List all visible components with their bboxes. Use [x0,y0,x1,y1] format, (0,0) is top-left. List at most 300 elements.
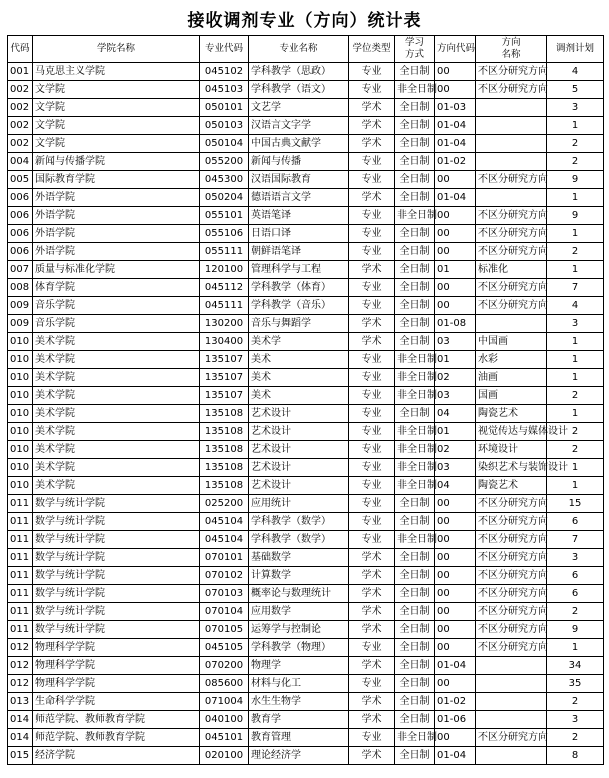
cell-col-major-name: 概率论与数理统计 [249,585,349,603]
cell-col-college: 数学与统计学院 [33,513,200,531]
cell-col-direction-name: 不区分研究方向 [476,513,547,531]
cell-col-code: 010 [8,351,33,369]
transfer-table [7,35,604,765]
cell-col-major-name: 学科教学（思政） [249,63,349,81]
cell-col-study-mode: 全日制 [395,171,435,189]
cell-col-direction-code: 00 [435,243,476,261]
cell-col-degree-type: 学术 [349,99,395,117]
cell-col-college: 经济学院 [33,747,200,765]
cell-col-college: 文学院 [33,135,200,153]
cell-col-major-name: 学科教学（体育） [249,279,349,297]
cell-col-direction-code: 00 [435,297,476,315]
cell-col-plan: 1 [547,369,604,387]
cell-col-major-name: 材料与化工 [249,675,349,693]
cell-col-code: 011 [8,531,33,549]
cell-col-study-mode: 全日制 [395,225,435,243]
table-row [8,729,604,747]
cell-col-major-code: 135108 [200,423,249,441]
cell-col-plan: 3 [547,711,604,729]
cell-col-direction-name: 不区分研究方向 [476,495,547,513]
cell-col-college: 数学与统计学院 [33,567,200,585]
table-row [8,279,604,297]
cell-col-direction-name: 不区分研究方向 [476,225,547,243]
cell-col-major-code: 055111 [200,243,249,261]
cell-col-direction-name: 不区分研究方向 [476,81,547,99]
cell-col-major-name: 物理学 [249,657,349,675]
cell-col-plan: 9 [547,207,604,225]
cell-col-degree-type: 学术 [349,315,395,333]
cell-col-degree-type: 学术 [349,747,395,765]
cell-col-major-code: 055101 [200,207,249,225]
cell-col-college: 音乐学院 [33,297,200,315]
cell-col-college: 美术学院 [33,369,200,387]
cell-col-study-mode: 非全日制 [395,459,435,477]
cell-col-plan: 4 [547,63,604,81]
table-row [8,513,604,531]
cell-col-major-code: 045105 [200,639,249,657]
cell-col-direction-code: 00 [435,81,476,99]
cell-col-degree-type: 学术 [349,549,395,567]
cell-col-major-code: 020100 [200,747,249,765]
cell-col-code: 002 [8,117,33,135]
table-row [8,297,604,315]
cell-col-direction-name: 不区分研究方向 [476,621,547,639]
cell-col-direction-code: 01-04 [435,657,476,675]
cell-col-code: 014 [8,711,33,729]
table-row [8,603,604,621]
cell-col-major-code: 135108 [200,477,249,495]
table-row [8,135,604,153]
table-row [8,405,604,423]
cell-col-degree-type: 专业 [349,279,395,297]
cell-col-college: 师范学院、教师教育学院 [33,711,200,729]
cell-col-direction-code: 00 [435,495,476,513]
cell-col-direction-code: 01-08 [435,315,476,333]
cell-col-study-mode: 全日制 [395,639,435,657]
table-row [8,81,604,99]
cell-col-plan: 5 [547,81,604,99]
cell-col-major-code: 070101 [200,549,249,567]
cell-col-major-code: 135108 [200,441,249,459]
cell-col-study-mode: 全日制 [395,693,435,711]
cell-col-major-name: 艺术设计 [249,405,349,423]
cell-col-study-mode: 非全日制 [395,729,435,747]
cell-col-direction-name: 不区分研究方向 [476,279,547,297]
table-row [8,153,604,171]
cell-col-study-mode: 全日制 [395,495,435,513]
cell-col-direction-code: 01 [435,351,476,369]
cell-col-major-code: 050101 [200,99,249,117]
cell-col-plan: 3 [547,549,604,567]
cell-col-direction-name: 陶瓷艺术 [476,477,547,495]
cell-col-major-code: 135108 [200,405,249,423]
cell-col-major-code: 040100 [200,711,249,729]
table-row [8,693,604,711]
cell-col-study-mode: 全日制 [395,603,435,621]
cell-col-code: 010 [8,387,33,405]
cell-col-college: 体育学院 [33,279,200,297]
cell-col-direction-name [476,99,547,117]
cell-col-degree-type: 专业 [349,675,395,693]
cell-col-college: 国际教育学院 [33,171,200,189]
header-col-major-code: 专业代码 [200,36,249,63]
cell-col-major-code: 135107 [200,387,249,405]
cell-col-direction-name: 陶瓷艺术 [476,405,547,423]
cell-col-direction-code: 00 [435,585,476,603]
cell-col-major-name: 朝鲜语笔译 [249,243,349,261]
cell-col-college: 文学院 [33,99,200,117]
cell-col-direction-code: 01-04 [435,117,476,135]
cell-col-degree-type: 专业 [349,387,395,405]
cell-col-direction-code: 01-06 [435,711,476,729]
cell-col-college: 文学院 [33,117,200,135]
cell-col-major-code: 070105 [200,621,249,639]
cell-col-college: 数学与统计学院 [33,621,200,639]
cell-col-study-mode: 非全日制 [395,441,435,459]
cell-col-degree-type: 专业 [349,63,395,81]
cell-col-major-name: 艺术设计 [249,459,349,477]
cell-col-plan: 8 [547,747,604,765]
cell-col-major-code: 045103 [200,81,249,99]
cell-col-college: 美术学院 [33,387,200,405]
cell-col-major-name: 艺术设计 [249,477,349,495]
cell-col-major-name: 学科教学（数学） [249,513,349,531]
cell-col-direction-code: 00 [435,531,476,549]
cell-col-code: 006 [8,225,33,243]
table-row [8,171,604,189]
cell-col-degree-type: 专业 [349,423,395,441]
cell-col-code: 011 [8,495,33,513]
cell-col-major-name: 美术 [249,351,349,369]
cell-col-major-code: 045102 [200,63,249,81]
cell-col-degree-type: 专业 [349,369,395,387]
cell-col-direction-code: 01-02 [435,693,476,711]
cell-col-plan: 2 [547,153,604,171]
cell-col-direction-name [476,117,547,135]
cell-col-direction-name: 不区分研究方向 [476,549,547,567]
cell-col-direction-code: 00 [435,567,476,585]
cell-col-code: 010 [8,369,33,387]
cell-col-major-name: 日语口译 [249,225,349,243]
cell-col-major-name: 应用统计 [249,495,349,513]
cell-col-degree-type: 专业 [349,639,395,657]
table-row [8,225,604,243]
cell-col-code: 012 [8,639,33,657]
cell-col-major-code: 050103 [200,117,249,135]
cell-col-code: 011 [8,621,33,639]
table-row [8,531,604,549]
cell-col-degree-type: 专业 [349,531,395,549]
table-row [8,99,604,117]
cell-col-degree-type: 专业 [349,81,395,99]
cell-col-major-name: 应用数学 [249,603,349,621]
cell-col-plan: 6 [547,513,604,531]
cell-col-code: 009 [8,315,33,333]
header-col-college: 学院名称 [33,36,200,63]
cell-col-direction-code: 00 [435,225,476,243]
cell-col-college: 美术学院 [33,333,200,351]
cell-col-direction-code: 00 [435,639,476,657]
cell-col-major-name: 德语语言文学 [249,189,349,207]
cell-col-major-code: 070200 [200,657,249,675]
cell-col-code: 002 [8,135,33,153]
cell-col-degree-type: 学术 [349,261,395,279]
cell-col-study-mode: 全日制 [395,63,435,81]
cell-col-degree-type: 学术 [349,693,395,711]
cell-col-plan: 34 [547,657,604,675]
cell-col-major-name: 计算数学 [249,567,349,585]
cell-col-code: 010 [8,333,33,351]
cell-col-degree-type: 专业 [349,495,395,513]
cell-col-direction-code: 04 [435,477,476,495]
cell-col-direction-code: 02 [435,441,476,459]
cell-col-code: 006 [8,243,33,261]
cell-col-direction-name [476,693,547,711]
cell-col-plan: 2 [547,729,604,747]
cell-col-code: 001 [8,63,33,81]
cell-col-major-name: 美术 [249,387,349,405]
cell-col-direction-name [476,747,547,765]
table-row [8,585,604,603]
cell-col-direction-code: 00 [435,279,476,297]
table-row [8,639,604,657]
table-row [8,621,604,639]
cell-col-code: 011 [8,567,33,585]
cell-col-code: 007 [8,261,33,279]
cell-col-major-name: 学科教学（语文） [249,81,349,99]
cell-col-code: 004 [8,153,33,171]
cell-col-major-name: 中国古典文献学 [249,135,349,153]
cell-col-direction-name [476,657,547,675]
cell-col-study-mode: 全日制 [395,261,435,279]
cell-col-degree-type: 学术 [349,657,395,675]
cell-col-plan: 6 [547,567,604,585]
cell-col-code: 002 [8,99,33,117]
cell-col-college: 美术学院 [33,351,200,369]
cell-col-study-mode: 全日制 [395,405,435,423]
cell-col-code: 002 [8,81,33,99]
cell-col-direction-code: 00 [435,549,476,567]
cell-col-study-mode: 全日制 [395,549,435,567]
cell-col-direction-code: 01-04 [435,189,476,207]
cell-col-plan: 1 [547,261,604,279]
table-row [8,369,604,387]
cell-col-college: 数学与统计学院 [33,531,200,549]
cell-col-major-code: 135107 [200,351,249,369]
cell-col-plan: 1 [547,333,604,351]
cell-col-direction-code: 02 [435,369,476,387]
table-row [8,477,604,495]
cell-col-degree-type: 学术 [349,567,395,585]
cell-col-major-code: 070102 [200,567,249,585]
cell-col-major-name: 运筹学与控制论 [249,621,349,639]
cell-col-major-code: 120100 [200,261,249,279]
cell-col-direction-name [476,135,547,153]
cell-col-major-code: 130200 [200,315,249,333]
cell-col-major-name: 艺术设计 [249,441,349,459]
cell-col-direction-code: 00 [435,621,476,639]
cell-col-study-mode: 非全日制 [395,423,435,441]
cell-col-college: 外语学院 [33,225,200,243]
cell-col-plan: 1 [547,117,604,135]
cell-col-direction-name: 水彩 [476,351,547,369]
cell-col-major-code: 130400 [200,333,249,351]
cell-col-code: 010 [8,477,33,495]
cell-col-major-name: 学科教学（音乐） [249,297,349,315]
cell-col-direction-name: 不区分研究方向 [476,243,547,261]
cell-col-college: 物理科学学院 [33,639,200,657]
cell-col-direction-name: 不区分研究方向 [476,531,547,549]
cell-col-code: 012 [8,657,33,675]
cell-col-plan: 7 [547,531,604,549]
table-row [8,63,604,81]
cell-col-direction-name: 标准化 [476,261,547,279]
cell-col-code: 012 [8,675,33,693]
cell-col-major-name: 新闻与传播 [249,153,349,171]
cell-col-study-mode: 全日制 [395,279,435,297]
cell-col-major-name: 文艺学 [249,99,349,117]
cell-col-code: 010 [8,423,33,441]
cell-col-direction-code: 00 [435,207,476,225]
cell-col-code: 011 [8,585,33,603]
cell-col-study-mode: 全日制 [395,567,435,585]
cell-col-major-code: 070104 [200,603,249,621]
cell-col-study-mode: 全日制 [395,657,435,675]
cell-col-college: 音乐学院 [33,315,200,333]
cell-col-major-name: 基础数学 [249,549,349,567]
cell-col-college: 数学与统计学院 [33,495,200,513]
table-row [8,207,604,225]
cell-col-major-code: 055200 [200,153,249,171]
cell-col-major-name: 美术 [249,369,349,387]
table-row [8,441,604,459]
cell-col-study-mode: 全日制 [395,315,435,333]
table-row [8,495,604,513]
cell-col-major-name: 管理科学与工程 [249,261,349,279]
cell-col-college: 美术学院 [33,459,200,477]
cell-col-code: 011 [8,549,33,567]
table-row [8,657,604,675]
cell-col-plan: 2 [547,603,604,621]
header-col-study-mode: 学习 方式 [395,36,435,63]
cell-col-plan: 1 [547,639,604,657]
header-col-plan: 调剂计划 [547,36,604,63]
cell-col-plan: 2 [547,693,604,711]
cell-col-study-mode: 全日制 [395,153,435,171]
cell-col-study-mode: 非全日制 [395,387,435,405]
cell-col-code: 006 [8,189,33,207]
cell-col-major-name: 理论经济学 [249,747,349,765]
cell-col-code: 009 [8,297,33,315]
cell-col-major-code: 135108 [200,459,249,477]
cell-col-code: 011 [8,513,33,531]
cell-col-major-code: 050104 [200,135,249,153]
cell-col-degree-type: 专业 [349,513,395,531]
cell-col-code: 015 [8,747,33,765]
cell-col-code: 010 [8,459,33,477]
cell-col-direction-name: 中国画 [476,333,547,351]
cell-col-study-mode: 全日制 [395,513,435,531]
cell-col-degree-type: 学术 [349,117,395,135]
table-row [8,549,604,567]
cell-col-study-mode: 全日制 [395,585,435,603]
cell-col-plan: 1 [547,225,604,243]
cell-col-direction-name [476,675,547,693]
cell-col-study-mode: 非全日制 [395,207,435,225]
cell-col-code: 013 [8,693,33,711]
cell-col-degree-type: 学术 [349,711,395,729]
cell-col-study-mode: 全日制 [395,333,435,351]
cell-col-direction-name [476,711,547,729]
cell-col-major-name: 教育学 [249,711,349,729]
header-col-direction-code: 方向代码 [435,36,476,63]
cell-col-study-mode: 全日制 [395,297,435,315]
cell-col-major-code: 055106 [200,225,249,243]
cell-col-major-name: 学科教学（数学） [249,531,349,549]
cell-col-college: 新闻与传播学院 [33,153,200,171]
cell-col-direction-code: 01-02 [435,153,476,171]
cell-col-major-name: 艺术设计 [249,423,349,441]
cell-col-direction-code: 00 [435,171,476,189]
cell-col-major-name: 学科教学（物理） [249,639,349,657]
cell-col-major-code: 135107 [200,369,249,387]
cell-col-direction-name: 不区分研究方向 [476,585,547,603]
cell-col-direction-name [476,189,547,207]
cell-col-code: 005 [8,171,33,189]
cell-col-degree-type: 学术 [349,585,395,603]
cell-col-code: 010 [8,441,33,459]
cell-col-college: 数学与统计学院 [33,585,200,603]
cell-col-direction-name: 染织艺术与装饰设计 [476,459,547,477]
cell-col-direction-code: 03 [435,333,476,351]
cell-col-plan: 2 [547,423,604,441]
cell-col-major-name: 音乐与舞蹈学 [249,315,349,333]
header-col-direction-name: 方向 名称 [476,36,547,63]
page-title: 接收调剂专业（方向）统计表 [187,11,422,31]
cell-col-direction-code: 00 [435,513,476,531]
table-row [8,315,604,333]
cell-col-direction-name: 不区分研究方向 [476,171,547,189]
cell-col-major-code: 045111 [200,297,249,315]
table-header-row [8,36,604,63]
cell-col-college: 文学院 [33,81,200,99]
cell-col-college: 生命科学学院 [33,693,200,711]
cell-col-study-mode: 全日制 [395,711,435,729]
cell-col-degree-type: 专业 [349,207,395,225]
table-row [8,567,604,585]
cell-col-direction-code: 01-04 [435,747,476,765]
cell-col-plan: 2 [547,135,604,153]
cell-col-plan: 3 [547,99,604,117]
cell-col-direction-code: 00 [435,729,476,747]
cell-col-plan: 4 [547,297,604,315]
cell-col-plan: 7 [547,279,604,297]
cell-col-degree-type: 专业 [349,171,395,189]
cell-col-degree-type: 专业 [349,243,395,261]
cell-col-direction-code: 01-04 [435,135,476,153]
cell-col-degree-type: 专业 [349,405,395,423]
cell-col-direction-code: 03 [435,459,476,477]
cell-col-plan: 1 [547,405,604,423]
cell-col-college: 美术学院 [33,441,200,459]
cell-col-degree-type: 专业 [349,477,395,495]
cell-col-direction-name: 环境设计 [476,441,547,459]
cell-col-major-code: 045112 [200,279,249,297]
cell-col-degree-type: 专业 [349,729,395,747]
cell-col-plan: 15 [547,495,604,513]
cell-col-code: 006 [8,207,33,225]
cell-col-direction-name: 油画 [476,369,547,387]
